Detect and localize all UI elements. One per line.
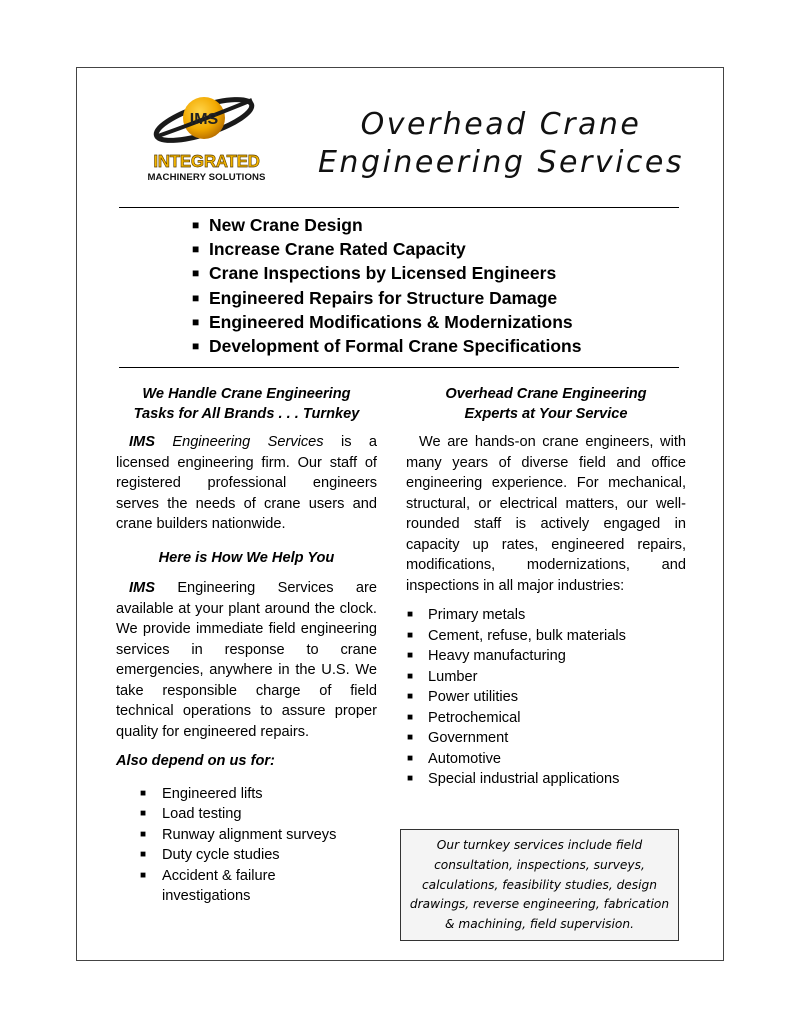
service-item: ■ Development of Formal Crane Specifications [192,334,581,358]
right-column [406,384,686,790]
bullet-icon: ■ [192,339,200,354]
also-list [116,784,377,907]
bullet-icon: ■ [140,808,147,819]
bullet-icon: ■ [407,629,414,641]
bullet-icon: ■ [407,752,414,764]
bullet-icon: ■ [407,691,414,702]
right-heading: Overhead Crane Engineering Experts at Your Service [445,386,647,422]
right-intro-paragraph: We are hands-on crane engineers, with many years of diverse field and office engineering experience. For mechanical, structural, or electrical matters, our well-rounded staff is actively engaged in capacity up rates, engineered repairs, modifications, modernizations, and inspections in all major industries: [406,434,686,594]
industries-list [406,605,686,790]
bullet-icon: ■ [407,711,414,723]
left-help-paragraph: IMS Engineering Services are available at your plant around the clock. We provide immediate field engineering services in response to crane emergencies, anywhere in the U.S. We take responsible charge of field technical operations to assure proper quality for engineered repairs. [116,580,377,740]
bullet-icon: ■ [140,828,147,840]
list-item: ■ Lumber [428,667,686,688]
service-item: ■ Engineered Repairs for Structure Damage [192,286,581,310]
list-item: ■ Petrochemical [428,708,686,729]
service-item: ■ New Crane Design [192,213,581,237]
left-column [116,384,377,907]
services-list [192,213,581,358]
list-item: ■ Special industrial applications [428,769,686,790]
bullet-icon: ■ [140,787,147,799]
bullet-icon: ■ [192,266,200,281]
logo-badge-text: IMS [189,111,219,128]
bullet-icon: ■ [192,314,200,329]
turnkey-callout-box: Our turnkey services include field consultation, inspections, surveys, calculations, feasibility studies, design drawings, reverse engineering, fabrication & machining, field supervision. [400,829,679,941]
list-item: ■ Accident & failure investigations [140,867,276,904]
bullet-icon: ■ [140,849,147,860]
list-item: ■ Cement, refuse, bulk materials [428,626,686,647]
list-item: ■ Primary metals [428,605,686,626]
service-item: ■ Crane Inspections by Licensed Engineers [192,261,581,285]
list-item: ■ Load testing [162,804,377,825]
list-item: ■ Engineered lifts [162,784,377,805]
bullet-icon: ■ [192,218,200,232]
list-item: ■ Duty cycle studies [162,845,377,866]
also-heading: Also depend on us for: [116,753,275,769]
bullet-icon: ■ [140,869,147,881]
logo-wordmark: INTEGRATED [153,151,260,172]
bullet-icon: ■ [192,290,200,305]
service-item: ■ Engineered Modifications & Modernizations [192,310,581,334]
divider-bottom [119,367,679,368]
list-item: ■ Automotive [428,749,686,770]
left-heading: We Handle Crane Engineering Tasks for All Brands . . . Turnkey [133,386,360,422]
list-item: ■ Government [428,728,686,749]
bullet-icon: ■ [192,242,200,257]
logo-tagline: MACHINERY SOLUTIONS [147,172,266,183]
list-item: ■ Runway alignment surveys [162,825,377,846]
bullet-icon: ■ [407,670,414,682]
left-intro-paragraph: IMS Engineering Services is a licensed engineering firm. Our staff of registered professional engineers serves the needs of crane users and crane builders nationwide. [116,434,377,532]
left-subheading: Here is How We Help You [158,549,335,566]
bullet-icon: ■ [407,650,414,661]
service-item: ■ Increase Crane Rated Capacity [192,237,581,261]
divider-top [119,207,679,208]
bullet-icon: ■ [407,609,414,620]
list-item: ■ Heavy manufacturing [428,646,686,667]
list-item: ■ Power utilities [428,687,686,708]
bullet-icon: ■ [407,773,414,784]
page-title: Overhead Crane Engineering Services [317,107,685,180]
bullet-icon: ■ [407,732,414,743]
